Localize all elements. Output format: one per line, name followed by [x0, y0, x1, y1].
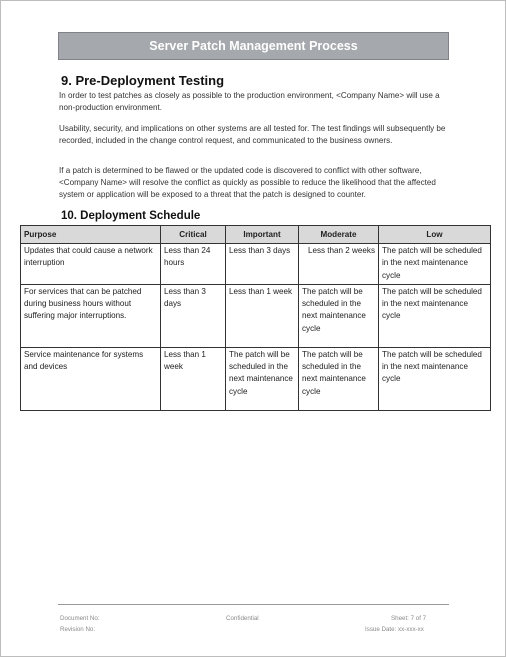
table-cell-purpose: For services that can be patched during business hours without suffering major interruptions.: [21, 284, 161, 347]
table-cell-moderate: Less than 2 weeks: [299, 244, 379, 285]
table-cell-low: The patch will be scheduled in the next maintenance cycle: [379, 244, 491, 285]
footer-revision-no: Revision No:: [60, 626, 96, 633]
document-title: Server Patch Management Process: [149, 39, 358, 53]
table-cell-low: The patch will be scheduled in the next maintenance cycle: [379, 284, 491, 347]
column-header-low: Low: [379, 226, 491, 244]
column-header-purpose: Purpose: [21, 226, 161, 244]
table-row: [21, 244, 491, 285]
document-title-banner: [58, 32, 449, 60]
table-cell-important: Less than 3 days: [226, 244, 299, 285]
footer-confidential: Confidential: [226, 615, 259, 622]
paragraph-test-environment: In order to test patches as closely as possible to the production environment, <Company Name> will use a non-production environment.: [59, 91, 440, 112]
table-row: [21, 347, 491, 410]
section-heading-deployment-schedule: 10. Deployment Schedule: [61, 210, 201, 222]
table-cell-critical: Less than 1 week: [161, 347, 226, 410]
paragraph-conflict-resolution: If a patch is determined to be flawed or the updated code is discovered to conflict with other software, <Company Name> will resolve the conflict as quickly as possible to reduce the likelihood that the affected system or application will be exposed to a threat that the patch is designed to counter.: [59, 166, 436, 199]
column-header-moderate: Moderate: [299, 226, 379, 244]
table-cell-moderate: The patch will be scheduled in the next maintenance cycle: [299, 284, 379, 347]
table-header-row: [21, 226, 491, 244]
footer-sheet-number: Sheet: 7 of 7: [391, 615, 427, 622]
table-cell-purpose: Service maintenance for systems and devices: [21, 347, 161, 410]
column-header-important: Important: [226, 226, 299, 244]
footer-document-no: Document No:: [60, 615, 100, 622]
table-cell-moderate: The patch will be scheduled in the next maintenance cycle: [299, 347, 379, 410]
column-header-critical: Critical: [161, 226, 226, 244]
table-cell-critical: Less than 3 days: [161, 284, 226, 347]
section-heading-pre-deployment-testing: 9. Pre-Deployment Testing: [61, 73, 225, 88]
table-cell-critical: Less than 24 hours: [161, 244, 226, 285]
table-cell-important: Less than 1 week: [226, 284, 299, 347]
deployment-schedule-table: [20, 225, 491, 411]
footer-divider: [58, 604, 449, 605]
table-row: [21, 284, 491, 347]
footer-issue-date: Issue Date: xx-xxx-xx: [365, 626, 424, 633]
table-cell-purpose: Updates that could cause a network interruption: [21, 244, 161, 285]
paragraph-test-findings: Usability, security, and implications on other systems are all tested for. The test findings will subsequently be recorded, included in the change control request, and communicated to the business owners.: [59, 124, 446, 145]
table-cell-low: The patch will be scheduled in the next maintenance cycle: [379, 347, 491, 410]
table-cell-important: The patch will be scheduled in the next maintenance cycle: [226, 347, 299, 410]
